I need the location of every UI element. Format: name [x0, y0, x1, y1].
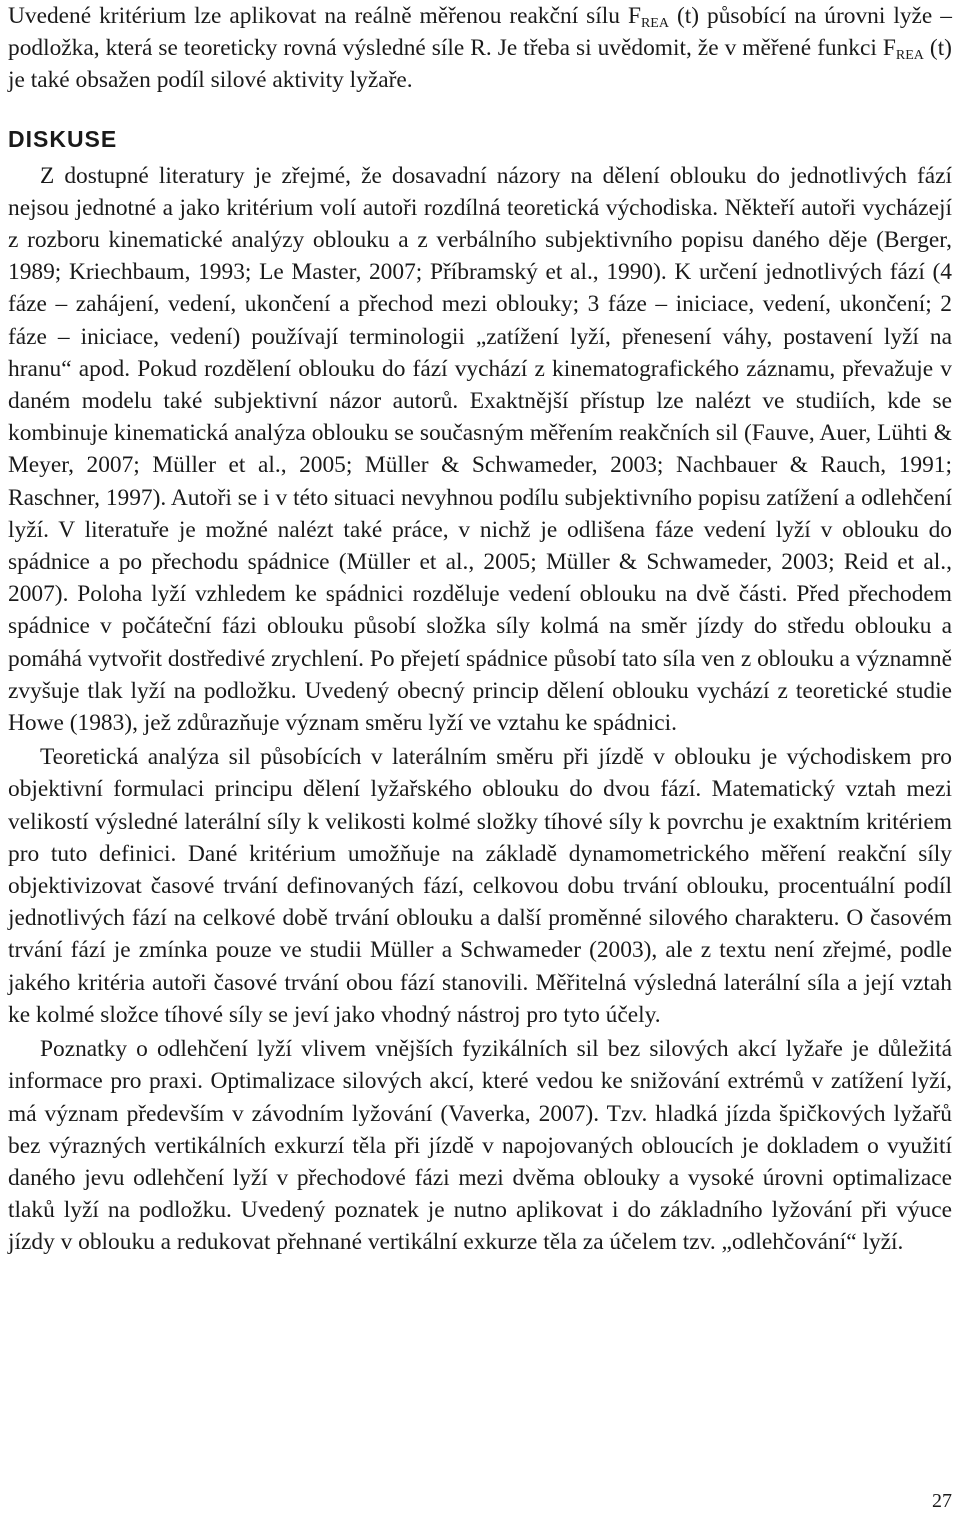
paragraph-2: Teoretická analýza sil působících v laterálním směru při jízdě v oblouku je východiskem pro objektivní formulaci principu dělení lyžařského oblouku do dvou fází. Matematický vztah mezi velikostí výsledné laterální síly k velikosti kolmé složky tíhové síly k povrchu je exaktním kritériem pro tuto definici. Dané kritérium umožňuje na základě dynamometrického měření reakční síly objektivizovat časové trvání definovaných fází, celkovou dobu trvání oblouku, procentuální podíl jednotlivých fází na celkové době trvání oblouku a další proměnné silového charakteru. O časovém trvání fází je zmínka pouze ve studii Müller a Schwameder (2003), ale z textu není zřejmé, podle jakého kritéria autoři časové trvání obou fází stanovili. Měřitelná výsledná laterální síla a její vztah ke kolmé složce tíhové síly se jeví jako vhodný nástroj pro tyto účely.	[8, 744, 952, 1028]
subscript-rea-2: REA	[895, 48, 924, 64]
page-body	[8, 0, 952, 1259]
section-heading: DISKUSE	[8, 125, 118, 152]
intro-text-2: (t) působící na úrovni lyže – podložka, která se teoreticky rovná výsledné síle R. Je třeba si uvědomit, že v měřené funkci F	[8, 3, 952, 62]
page-number: 27	[932, 1490, 952, 1512]
paragraph-1: Z dostupné literatury je zřejmé, že dosavadní názory na dělení oblouku do jednotlivých fází nejsou jednotné a jako kritérium volí autoři rozdílná teoretická východiska. Někteří autoři vycházejí z rozboru kinematické analýzy oblouku a z verbálního subjektivního popisu daného děje (Berger, 1989; Kriechbaum, 1993; Le Master, 2007; Příbramský et al., 1990). K určení jednotlivých fází (4 fáze – zahájení, vedení, ukončení a přechod mezi oblouky; 3 fáze – iniciace, vedení, ukončení; 2 fáze – iniciace, vedení) používají terminologii „zatížení lyží, přenesení váhy, postavení lyží na hranu“ apod. Pokud rozdělení oblouku do fází vychází z kinematografického záznamu, převažuje v daném modelu také subjektivní názor autorů. Exaktnější přístup lze nalézt ve studiích, kde se kombinuje kinematická analýza oblouku se současným měřením reakčních sil (Fauve, Auer, Lühti & Meyer, 2007; Müller et al., 2005; Müller & Schwameder, 2003; Nachbauer & Rauch, 1991; Raschner, 1997). Autoři se i v této situaci nevyhnou podílu subjektivního popisu zatížení a odlehčení lyží. V literatuře je možné nalézt také práce, v nichž je odlišena fáze vedení lyží v oblouku do spádnice a po přechodu spádnice (Müller et al., 2005; Müller & Schwameder, 2003; Reid et al., 2007). Poloha lyží vzhledem ke spádnici rozděluje vedení oblouku na dvě části. Před přechodem spádnice v počáteční fázi oblouku působí složka síly kolmá na směr jízdy do středu oblouku a pomáhá vytvořit dostředivé zrychlení. Po přejetí spádnice působí tato síla ven z oblouku a významně zvyšuje tlak lyží na podložku. Uvedený obecný princip dělení oblouku vychází z teoretické studie Howe (1983), jež zdůrazňuje význam směru lyží ve vztahu ke spádnici.	[8, 162, 952, 737]
intro-paragraph	[8, 0, 952, 97]
intro-text-1: Uvedené kritérium lze aplikovat na reálně měřenou reakční sílu F	[8, 3, 641, 29]
subscript-rea-1: REA	[640, 16, 669, 31]
intro-text-3: (t) je také obsažen podíl silové aktivity lyžaře.	[8, 35, 952, 94]
paragraph-3: Poznatky o odlehčení lyží vlivem vnějších fyzikálních sil bez silových akcí lyžaře je důležitá informace pro praxi. Optimalizace silových akcí, které vedou ke snižování extrémů v zatížení lyží, má význam především v závodním lyžování (Vaverka, 2007). Tzv. hladká jízda špičkových lyžařů bez výrazných vertikálních exkurzí těla při jízdě v napojovaných obloucích je dokladem o využití daného jevu odlehčení lyží v přechodové fázi mezi dvěma oblouky a vysoké úrovni optimalizace tlaků lyží na podložku. Uvedený poznatek je nutno aplikovat i do základního lyžování při výuce jízdy v oblouku a redukovat přehnané vertikální exkurze těla za účelem tzv. „odlehčování“ lyží.	[8, 1036, 952, 1256]
